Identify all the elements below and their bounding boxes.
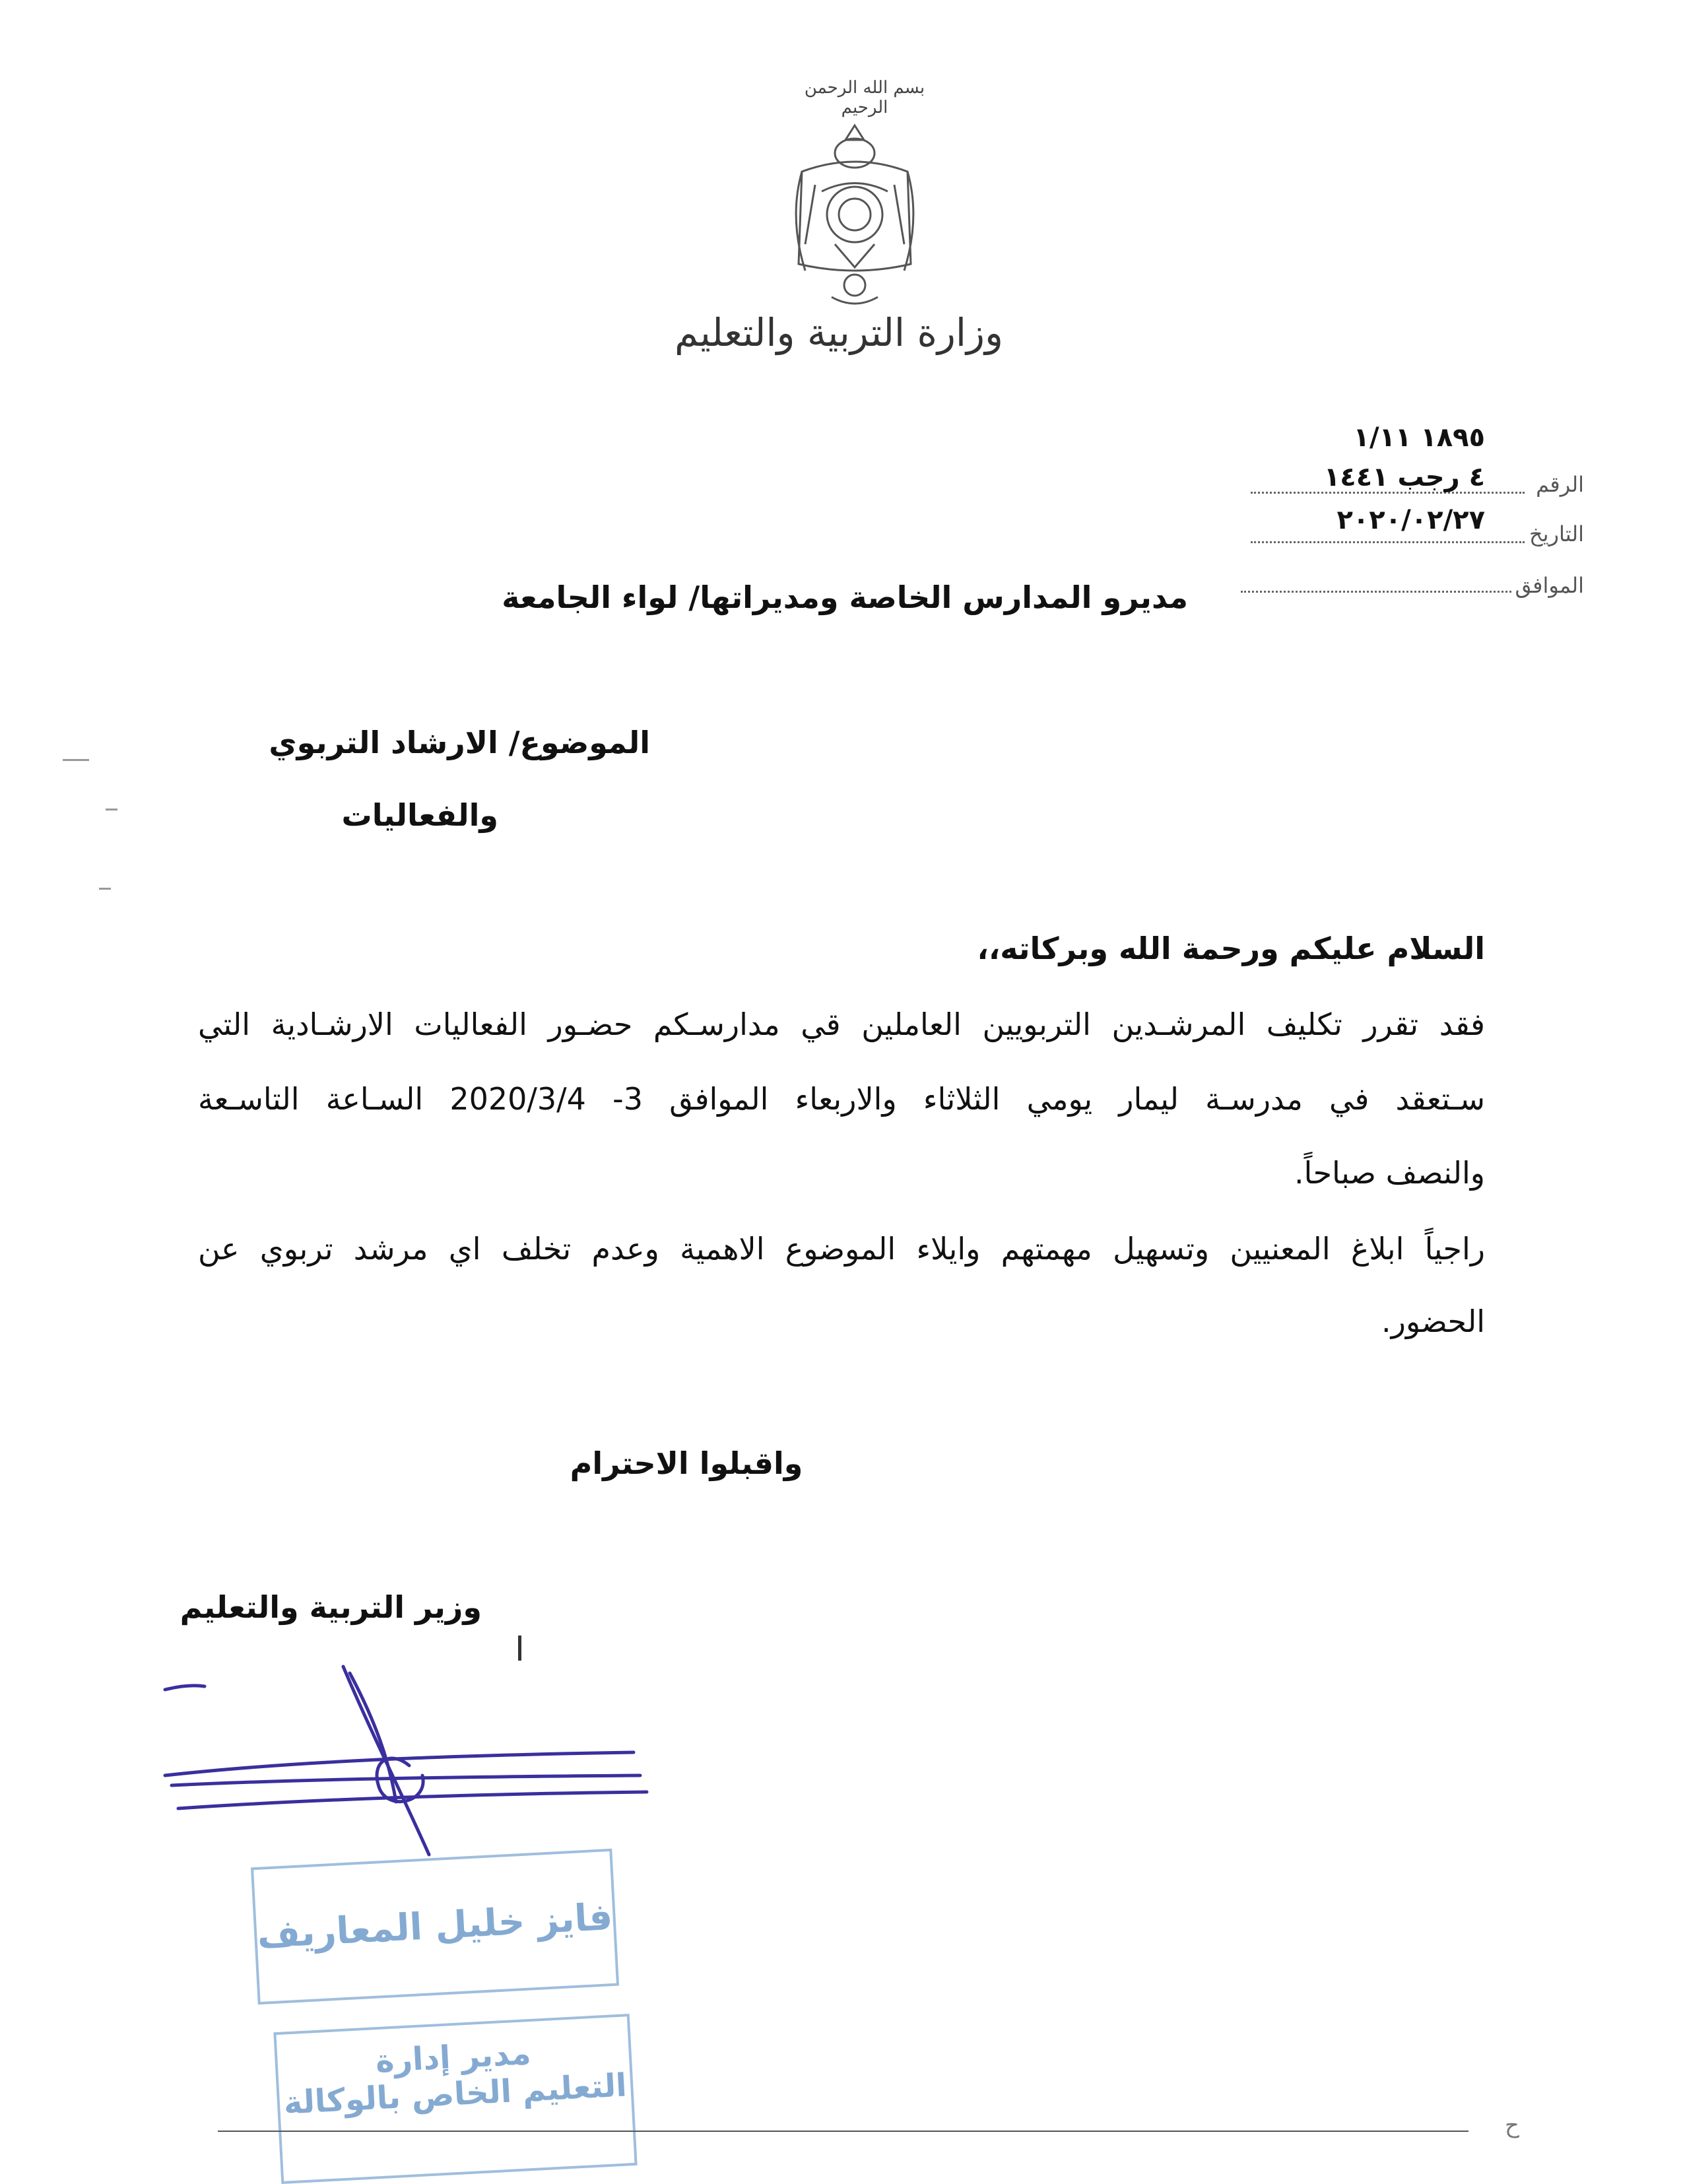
body-line-5: الحضور. — [1381, 1304, 1485, 1339]
reference-corresponding-dots — [1241, 591, 1511, 593]
ministry-name: وزارة التربية والتعليم — [674, 310, 1003, 355]
subject-line: الموضوع/ الارشاد التربوي — [269, 725, 650, 760]
reference-date-value: ٤ رجب ١٤٤١ — [1323, 462, 1485, 492]
body-line-1: فقد تقرر تكليف المرشـدين التربويين العاملين قي مدارسـكم حضـور الفعاليات الارشـادية التي — [198, 1007, 1485, 1042]
body-line-3: والنصف صباحاً. — [1294, 1155, 1485, 1191]
greeting: السلام عليكم ورحمة الله وبركاته،، — [977, 931, 1485, 966]
scan-speck — [106, 809, 117, 811]
stamp-title-line-1: مدير إدارة — [374, 2034, 532, 2080]
footer-rule — [218, 2131, 1468, 2132]
scan-speck — [99, 888, 111, 890]
scan-speck — [63, 759, 89, 761]
closing: واقبلوا الاحترام — [570, 1445, 803, 1481]
reference-date-label: التاريخ — [1529, 521, 1584, 546]
basmala: بسم الله الرحمن الرحيم — [804, 78, 925, 117]
reference-date-dots — [1251, 541, 1525, 543]
reference-corresponding-value: ٢٠٢٠/٠٢/٢٧ — [1336, 505, 1485, 535]
handwritten-signature — [152, 1650, 667, 1868]
body-line-2: سـتعقد في مدرسـة ليمار يومي الثلاثاء والاربعاء الموافق 3- 2020/3/4 السـاعة التاسـعة — [198, 1081, 1485, 1117]
name-stamp — [251, 1849, 619, 2004]
body-line-4: راجياً ابلاغ المعنيين وتسهيل مهمتهم وايلاء الموضوع الاهمية وعدم تخلف اي مرشد تربوي عن — [198, 1231, 1485, 1267]
reference-number-value: ١٨٩٥ ١/١١ — [1353, 422, 1485, 453]
title-stamp — [273, 2014, 637, 2184]
addressee: مديرو المدارس الخاصة ومديراتها/ لواء الجامعة — [502, 579, 1188, 615]
signer-title: وزير التربية والتعليم — [180, 1589, 482, 1625]
footer-mark: ح — [1505, 2112, 1519, 2138]
stamp-title-line-2: التعليم الخاص بالوكالة — [282, 2067, 628, 2122]
reference-corresponding-label: الموافق — [1515, 573, 1584, 598]
stamp-name-text: فايز خليل المعاريف — [256, 1895, 614, 1958]
subject-line-continued: والفعاليات — [341, 797, 498, 833]
reference-number-label: الرقم — [1536, 472, 1584, 497]
coat-of-arms-icon — [776, 112, 934, 317]
